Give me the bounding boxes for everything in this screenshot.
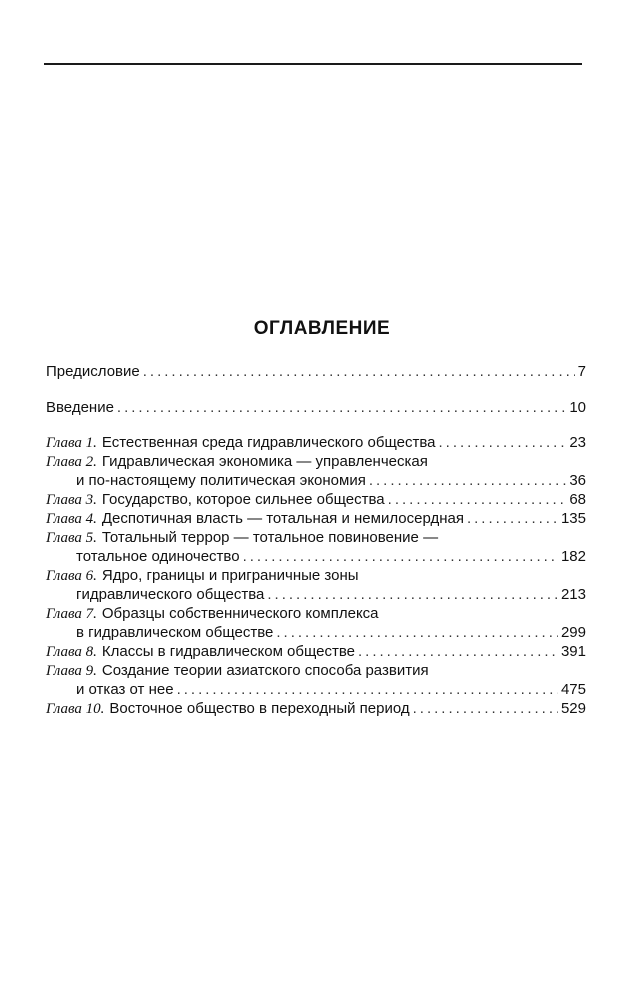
toc-entry-title: в гидравлическом обществе	[76, 624, 274, 641]
toc-line	[46, 623, 586, 642]
dot-leader	[413, 699, 558, 718]
toc-line	[46, 528, 586, 547]
toc-entry-chapter-9[interactable]	[46, 661, 586, 699]
toc-page-number: 299	[560, 624, 586, 641]
chapter-list	[46, 433, 586, 718]
chapter-label: Глава 3.	[46, 492, 97, 508]
toc-entry-chapter-1[interactable]	[46, 433, 586, 452]
toc-line-text	[46, 566, 359, 586]
toc-line-text	[46, 509, 464, 529]
toc-page-number: 529	[560, 700, 586, 717]
toc-entry-title: Создание теории азиатского способа развития	[101, 662, 429, 679]
page-title: ОГЛАВЛЕНИЕ	[253, 318, 391, 339]
toc-entry-title: Введение	[46, 399, 114, 416]
dot-leader	[267, 585, 558, 604]
chapter-label: Глава 7.	[46, 606, 97, 622]
dot-leader	[467, 509, 558, 528]
dot-leader	[358, 642, 558, 661]
dot-leader	[369, 471, 566, 490]
toc-line	[46, 585, 586, 604]
toc-line	[46, 433, 586, 452]
toc-line-text	[46, 661, 429, 681]
toc-page-number: 23	[569, 434, 586, 451]
toc-line-text	[46, 490, 385, 510]
toc-entry-title: Классы в гидравлическом обществе	[101, 643, 356, 660]
toc-line	[46, 471, 586, 490]
toc-line	[46, 566, 586, 585]
chapter-label: Глава 1.	[46, 435, 97, 451]
toc-page-number: 10	[569, 399, 586, 416]
toc-entry-chapter-4[interactable]	[46, 509, 586, 528]
table-of-contents	[46, 362, 586, 718]
toc-entry-title: и отказ от нее	[76, 681, 174, 698]
toc-line-text	[46, 642, 355, 662]
toc-line-text	[46, 680, 174, 699]
toc-line	[46, 452, 586, 471]
toc-entry-title: Образцы собственнического комплекса	[101, 605, 379, 622]
toc-page-number: 135	[560, 510, 586, 527]
toc-entry-introduction[interactable]	[46, 398, 586, 417]
toc-page-number: 213	[560, 586, 586, 603]
chapter-label: Глава 10.	[46, 701, 105, 717]
toc-entry-preface[interactable]	[46, 362, 586, 381]
toc-line	[46, 661, 586, 680]
chapter-label: Глава 9.	[46, 663, 97, 679]
toc-line-text	[46, 471, 366, 490]
toc-page-number: 391	[560, 643, 586, 660]
toc-entry-title: гидравлического общества	[76, 586, 265, 603]
toc-entry-chapter-6[interactable]	[46, 566, 586, 604]
toc-line	[46, 547, 586, 566]
dot-leader	[143, 362, 575, 381]
toc-line-text	[46, 547, 240, 566]
toc-entry-title: Государство, которое сильнее общества	[101, 491, 385, 508]
dot-leader	[438, 433, 566, 452]
toc-entry-chapter-8[interactable]	[46, 642, 586, 661]
chapter-label: Глава 4.	[46, 511, 97, 527]
chapter-label: Глава 6.	[46, 568, 97, 584]
toc-line-text	[46, 699, 410, 719]
toc-entry-title: Деспотичная власть — тотальная и немилосердная	[101, 510, 464, 527]
toc-entry-title: Восточное общество в переходный период	[109, 700, 410, 717]
toc-entry-title: Естественная среда гидравлического общества	[101, 434, 436, 451]
toc-line-text	[46, 604, 379, 624]
toc-entry-chapter-2[interactable]	[46, 452, 586, 490]
toc-entry-title: Ядро, границы и приграничные зоны	[101, 567, 359, 584]
toc-entry-title: Гидравлическая экономика — управленческая	[101, 453, 428, 470]
toc-line	[46, 680, 586, 699]
toc-line	[46, 642, 586, 661]
toc-line	[46, 604, 586, 623]
toc-line-text	[46, 585, 264, 604]
toc-line-text	[46, 433, 435, 453]
toc-line	[46, 699, 586, 718]
toc-entry-title: и по-настоящему политическая экономия	[76, 472, 366, 489]
toc-page-number: 68	[569, 491, 586, 508]
toc-line-text	[46, 623, 273, 642]
dot-leader	[276, 623, 558, 642]
toc-entry-title: тотальное одиночество	[76, 548, 240, 565]
dot-leader	[117, 398, 566, 417]
toc-page-number: 7	[577, 363, 586, 380]
toc-page-number: 36	[569, 472, 586, 489]
toc-entry-chapter-5[interactable]	[46, 528, 586, 566]
toc-entry-chapter-3[interactable]	[46, 490, 586, 509]
chapter-label: Глава 5.	[46, 530, 97, 546]
toc-entry-title: Тотальный террор — тотальное повиновение —	[101, 529, 439, 546]
toc-line	[46, 490, 586, 509]
toc-entry-chapter-7[interactable]	[46, 604, 586, 642]
chapter-label: Глава 8.	[46, 644, 97, 660]
chapter-label: Глава 2.	[46, 454, 97, 470]
toc-page-number: 475	[560, 681, 586, 698]
toc-line-text	[46, 528, 438, 548]
dot-leader	[388, 490, 567, 509]
toc-entry-chapter-10[interactable]	[46, 699, 586, 718]
top-rule	[44, 63, 582, 65]
dot-leader	[243, 547, 558, 566]
toc-entry-title: Предисловие	[46, 363, 140, 380]
toc-line	[46, 509, 586, 528]
toc-line-text	[46, 452, 428, 472]
dot-leader	[177, 680, 558, 699]
toc-page-number: 182	[560, 548, 586, 565]
